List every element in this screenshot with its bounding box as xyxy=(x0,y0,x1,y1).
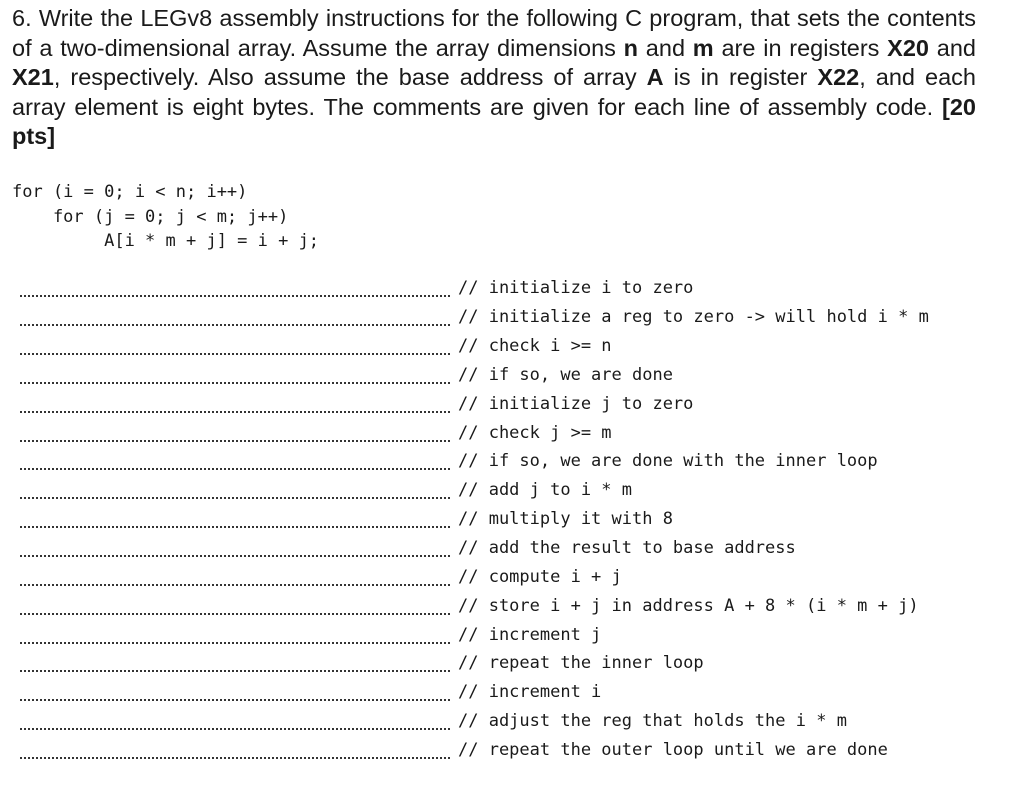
register-x21: X21 xyxy=(12,64,54,90)
line-comment: // if so, we are done with the inner loop xyxy=(458,451,878,472)
answer-row xyxy=(20,447,1000,476)
answer-row xyxy=(20,736,1000,765)
answer-row xyxy=(20,562,1000,591)
register-x20: X20 xyxy=(887,34,929,61)
answer-row xyxy=(20,303,1000,332)
answer-row xyxy=(20,361,1000,390)
line-comment: // multiply it with 8 xyxy=(458,509,673,530)
answer-row xyxy=(20,620,1000,649)
answer-row xyxy=(20,332,1000,361)
var-n: n xyxy=(623,34,639,61)
answer-row xyxy=(20,476,1000,505)
line-comment: // repeat the inner loop xyxy=(458,653,704,674)
question-text: 6. Write the LEGv8 assembly instructions for the following C program, that sets the contents of a two-dimensional array. Assume the array dimensions n and m are in registers X20 and X21, respectively. Also assume the base address of array A is in register X22, and each array element is eight bytes. The comments are given for each line of assembly code. [20 pts] xyxy=(12,5,976,149)
answer-row xyxy=(20,678,1000,707)
code-line: for (j = 0; j < m; j++) xyxy=(12,206,289,227)
answer-row xyxy=(20,274,1000,303)
register-x22: X22 xyxy=(817,64,860,90)
line-comment: // initialize a reg to zero -> will hold i * m xyxy=(458,307,929,328)
answer-blank[interactable] xyxy=(20,405,450,413)
answer-blank[interactable] xyxy=(20,722,450,730)
answer-row xyxy=(20,418,1000,447)
answer-row xyxy=(20,649,1000,678)
answer-lines xyxy=(20,274,1000,764)
answer-blank[interactable] xyxy=(20,664,450,672)
line-comment: // add the result to base address xyxy=(458,538,796,559)
answer-blank[interactable] xyxy=(20,289,450,297)
answer-row xyxy=(20,534,1000,563)
answer-blank[interactable] xyxy=(20,636,450,644)
line-comment: // check j >= m xyxy=(458,422,612,443)
question-number: 6. xyxy=(12,5,32,31)
line-comment: // initialize i to zero xyxy=(458,278,694,299)
line-comment: // increment j xyxy=(458,624,602,645)
answer-blank[interactable] xyxy=(20,376,450,384)
var-m: m xyxy=(692,34,714,61)
answer-blank[interactable] xyxy=(20,549,450,557)
answer-blank[interactable] xyxy=(20,462,450,470)
answer-blank[interactable] xyxy=(20,434,450,442)
code-line: A[i * m + j] = i + j; xyxy=(12,231,320,251)
answer-row xyxy=(20,707,1000,736)
answer-blank[interactable] xyxy=(20,693,450,701)
line-comment: // adjust the reg that holds the i * m xyxy=(458,711,847,732)
c-code-block xyxy=(12,180,319,254)
line-comment: // initialize j to zero xyxy=(458,393,694,414)
answer-row xyxy=(20,505,1000,534)
line-comment: // increment i xyxy=(458,682,602,703)
answer-row xyxy=(20,389,1000,418)
answer-blank[interactable] xyxy=(20,491,450,499)
answer-blank[interactable] xyxy=(20,607,450,615)
answer-blank[interactable] xyxy=(20,347,450,355)
answer-row xyxy=(20,591,1000,620)
array-a: A xyxy=(646,64,664,90)
line-comment: // if so, we are done xyxy=(458,364,673,385)
code-line: for (i = 0; i < n; i++) xyxy=(12,182,248,202)
answer-blank[interactable] xyxy=(20,578,450,586)
line-comment: // store i + j in address A + 8 * (i * m + j) xyxy=(458,595,919,616)
points-label: [20 pts] xyxy=(12,93,976,149)
answer-blank[interactable] xyxy=(20,751,450,759)
line-comment: // repeat the outer loop until we are done xyxy=(458,739,888,760)
line-comment: // add j to i * m xyxy=(458,480,632,501)
line-comment: // compute i + j xyxy=(458,566,622,587)
answer-blank[interactable] xyxy=(20,520,450,528)
line-comment: // check i >= n xyxy=(458,336,612,357)
answer-blank[interactable] xyxy=(20,318,450,326)
